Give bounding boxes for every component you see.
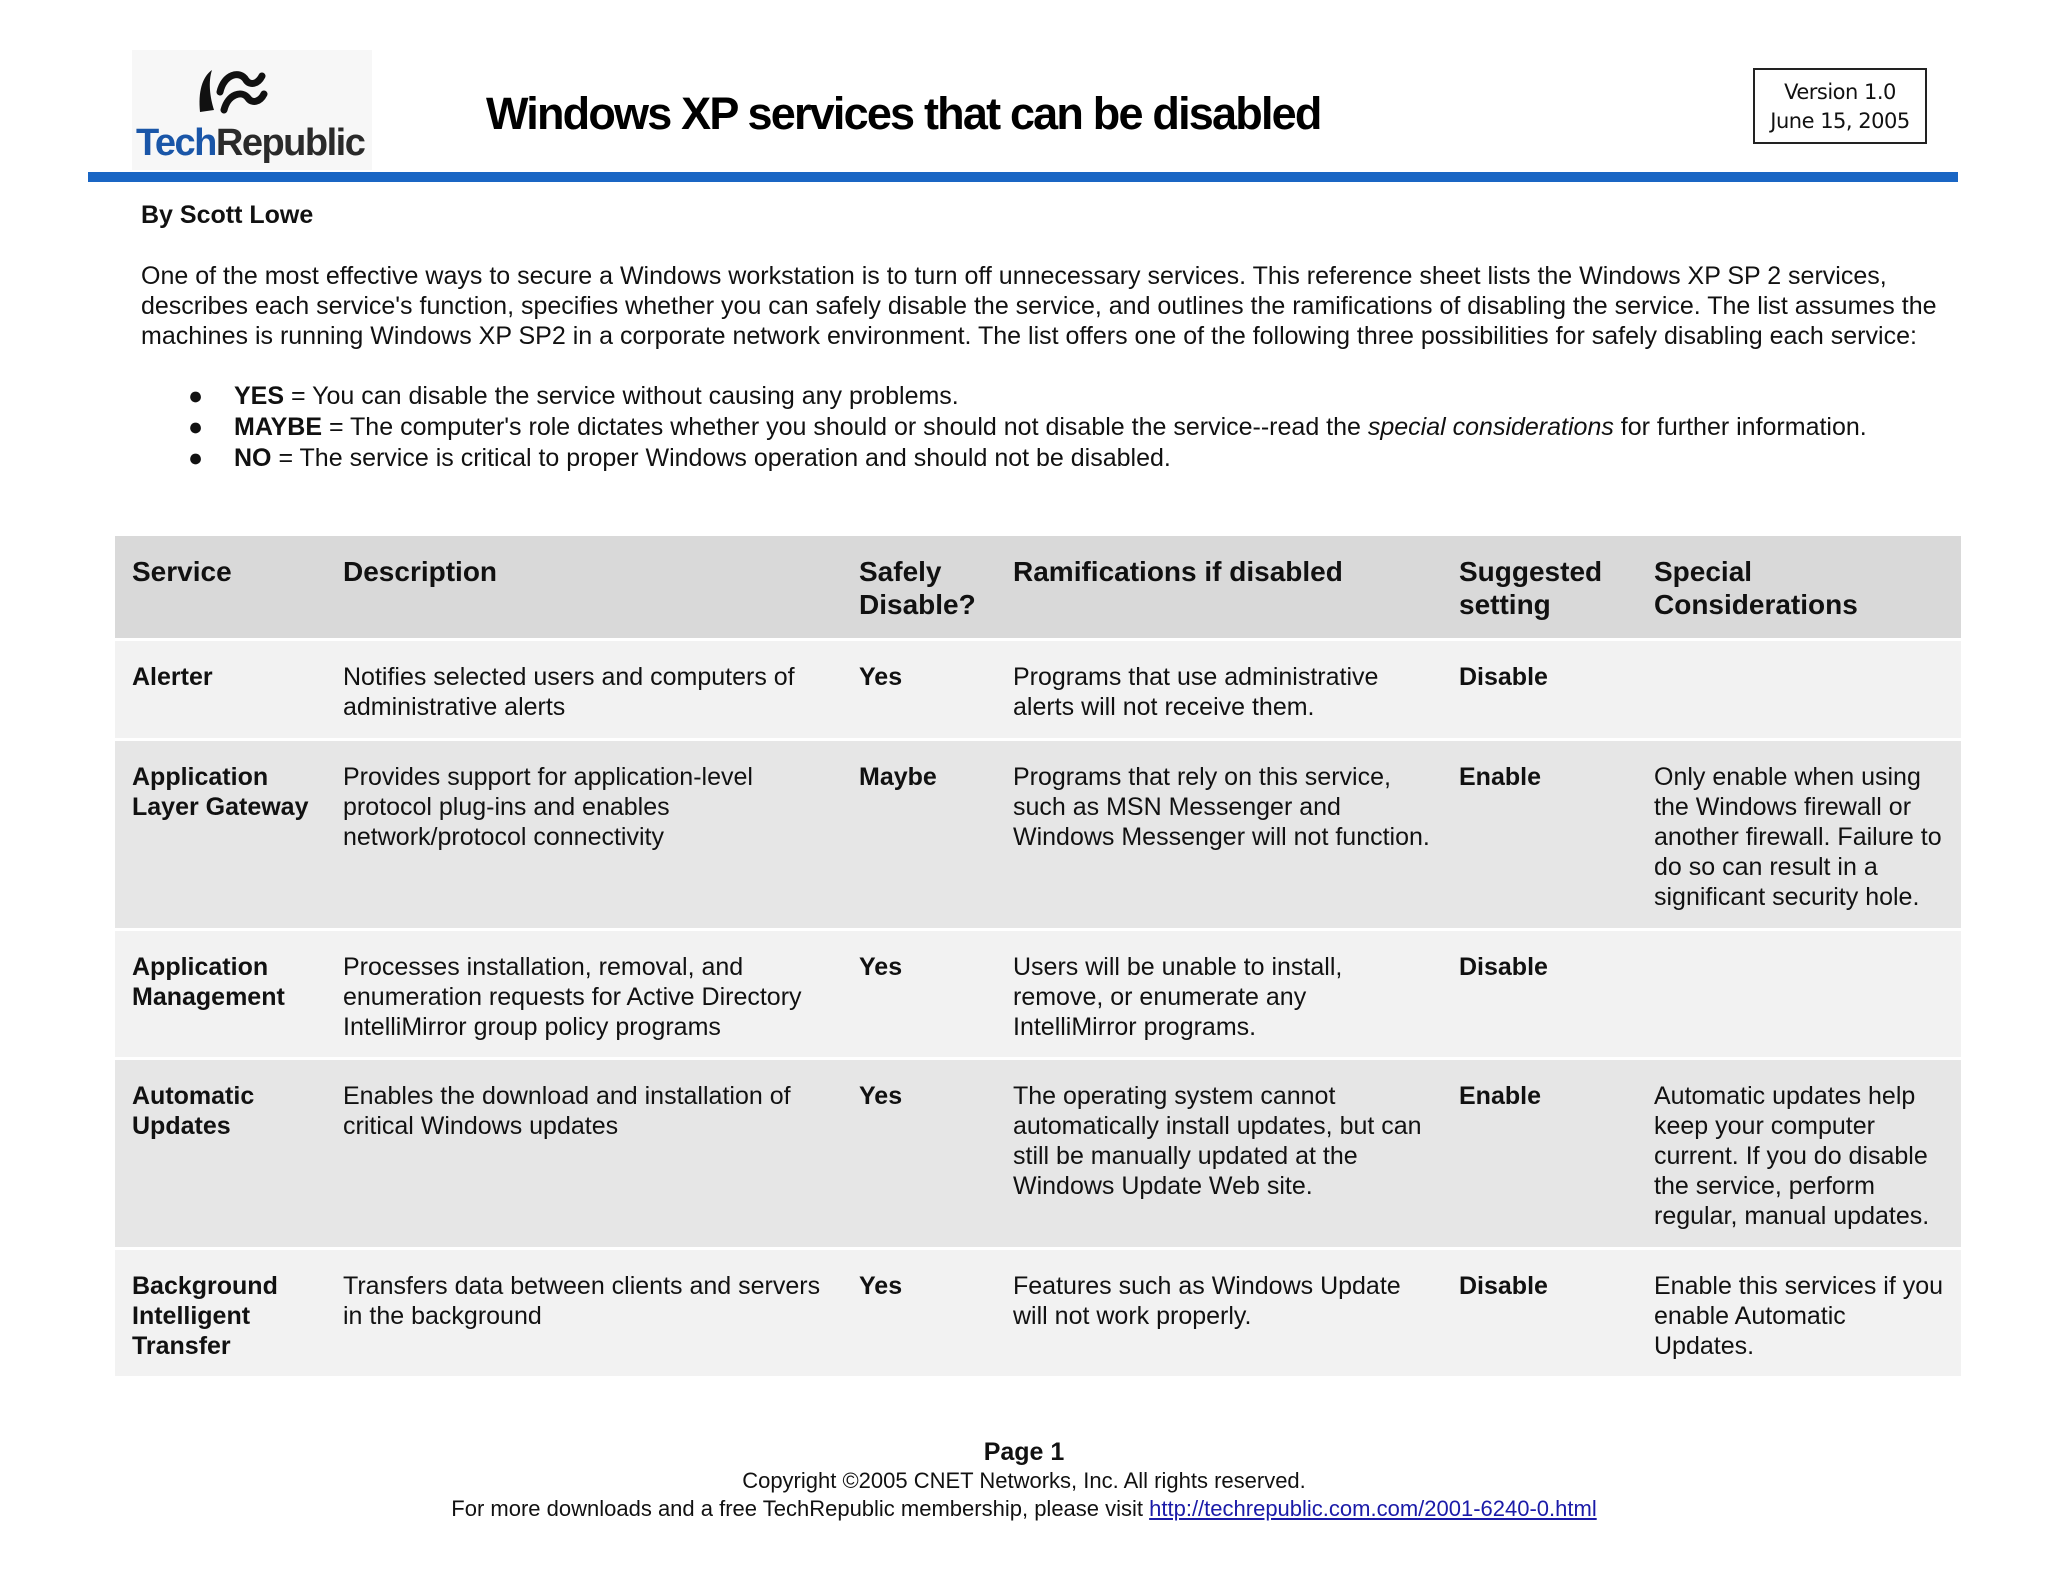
cell-safe: Yes xyxy=(842,1248,996,1377)
cell-description: Notifies selected users and computers of administrative alerts xyxy=(326,639,842,739)
table-row xyxy=(115,1248,1961,1377)
cell-special: Enable this services if you enable Automatic Updates. xyxy=(1637,1248,1961,1377)
cell-special xyxy=(1637,929,1961,1058)
header-service: Service xyxy=(115,536,326,639)
bullet-icon: ● xyxy=(188,413,204,441)
logo-swirl-icon xyxy=(190,52,270,122)
version-date: June 15, 2005 xyxy=(1770,109,1910,133)
page-number: Page 1 xyxy=(983,1438,1065,1466)
footer-more xyxy=(0,1495,2048,1523)
cell-safe: Maybe xyxy=(842,739,996,929)
cell-description: Enables the download and installation of critical Windows updates xyxy=(326,1058,842,1248)
header-ramifications: Ramifications if disabled xyxy=(996,536,1442,639)
cell-description: Transfers data between clients and servers in the background xyxy=(326,1248,842,1377)
cell-setting: Disable xyxy=(1442,929,1637,1058)
cell-ramifications: Programs that use administrative alerts will not receive them. xyxy=(996,639,1442,739)
bullet-icon: ● xyxy=(188,444,204,472)
cell-ramifications: Programs that rely on this service, such as MSN Messenger and Windows Messenger will not function. xyxy=(996,739,1442,929)
header-safely-disable: Safely Disable? xyxy=(842,536,996,639)
cell-safe: Yes xyxy=(842,1058,996,1248)
logo-wordmark: TechRepublic xyxy=(136,122,365,164)
header-special-considerations: Special Considerations xyxy=(1637,536,1961,639)
cell-setting: Enable xyxy=(1442,1058,1637,1248)
services-table xyxy=(115,536,1961,1379)
list-item: ● NO = The service is critical to proper Windows operation and should not be disabled. xyxy=(188,444,1171,472)
table-header-row xyxy=(115,536,1961,639)
page-title: Windows XP services that can be disabled xyxy=(486,88,1321,139)
cell-special: Automatic updates help keep your computer current. If you do disable the service, perform regular, manual updates. xyxy=(1637,1058,1961,1248)
table-row xyxy=(115,739,1961,929)
list-item: ● YES = You can disable the service without causing any problems. xyxy=(188,382,959,410)
cell-service: Automatic Updates xyxy=(115,1058,326,1248)
techrepublic-link[interactable]: http://techrepublic.com.com/2001-6240-0.html xyxy=(1149,1496,1597,1521)
possibility-list xyxy=(141,381,1941,474)
cell-service: Application Layer Gateway xyxy=(115,739,326,929)
cell-ramifications: Users will be unable to install, remove, or enumerate any IntelliMirror programs. xyxy=(996,929,1442,1058)
cell-service: Alerter xyxy=(115,639,326,739)
version-label: Version 1.0 xyxy=(1784,80,1896,104)
intro-paragraph: One of the most effective ways to secure a Windows workstation is to turn off unnecessary services. This reference sheet lists the Windows XP SP 2 services, describes each service's function, specifies whether you can safely disable the service, and outlines the ramifications of disabling the service. The list assumes the machines is running Windows XP SP2 in a corporate network environment. The list offers one of the following three possibilities for safely disabling each service: xyxy=(141,262,1937,350)
table-row xyxy=(115,929,1961,1058)
cell-setting: Disable xyxy=(1442,1248,1637,1377)
header-description: Description xyxy=(326,536,842,639)
version-box xyxy=(1753,68,1927,144)
cell-ramifications: The operating system cannot automatically install updates, but can still be manually updated at the Windows Update Web site. xyxy=(996,1058,1442,1248)
cell-safe: Yes xyxy=(842,929,996,1058)
copyright: Copyright ©2005 CNET Networks, Inc. All rights reserved. xyxy=(742,1468,1306,1493)
cell-setting: Disable xyxy=(1442,639,1637,739)
page-footer xyxy=(0,1437,2048,1523)
cell-service: Background Intelligent Transfer xyxy=(115,1248,326,1377)
table-row xyxy=(115,639,1961,739)
footer-more-text: For more downloads and a free TechRepublic membership, please visit xyxy=(451,1496,1150,1521)
cell-description: Provides support for application-level protocol plug-ins and enables network/protocol connectivity xyxy=(326,739,842,929)
header-divider xyxy=(88,172,1958,182)
cell-special xyxy=(1637,639,1961,739)
cell-special: Only enable when using the Windows firewall or another firewall. Failure to do so can result in a significant security hole. xyxy=(1637,739,1961,929)
list-item: ● MAYBE = The computer's role dictates whether you should or should not disable the service--read the special considerations for further information. xyxy=(188,413,1867,441)
header-suggested-setting: Suggested setting xyxy=(1442,536,1637,639)
byline: By Scott Lowe xyxy=(141,201,314,229)
table-row xyxy=(115,1058,1961,1248)
cell-ramifications: Features such as Windows Update will not work properly. xyxy=(996,1248,1442,1377)
cell-service: Application Management xyxy=(115,929,326,1058)
cell-safe: Yes xyxy=(842,639,996,739)
cell-description: Processes installation, removal, and enumeration requests for Active Directory IntelliMirror group policy programs xyxy=(326,929,842,1058)
bullet-icon: ● xyxy=(188,382,204,410)
techrepublic-logo xyxy=(132,50,372,170)
cell-setting: Enable xyxy=(1442,739,1637,929)
